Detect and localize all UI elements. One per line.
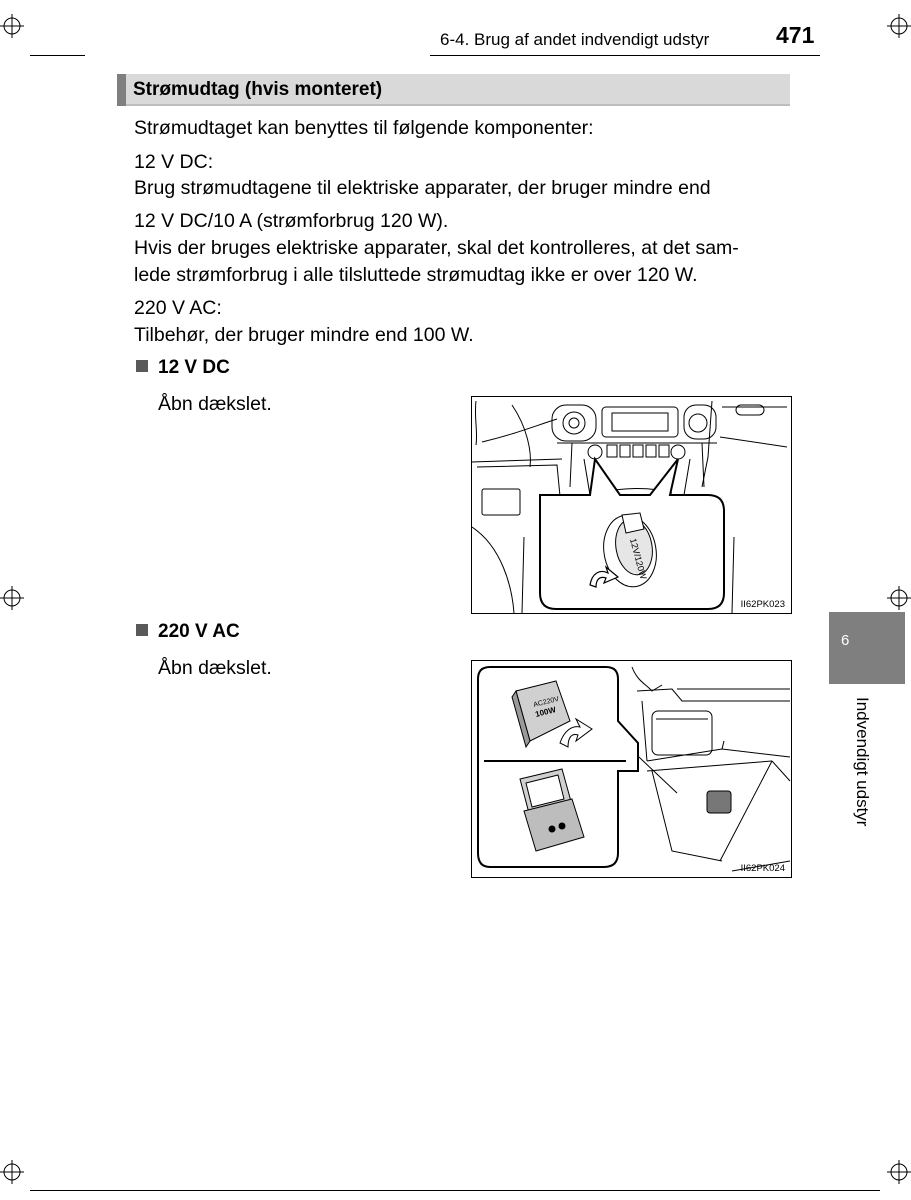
page-number: 471 bbox=[776, 22, 815, 48]
square-bullet-icon bbox=[136, 624, 148, 636]
body-line: lede strømforbrug i alle tilsluttede strømudtag ikke er over 120 W. bbox=[134, 264, 698, 286]
chapter-tab-label: Indvendigt udstyr bbox=[853, 697, 872, 827]
lid-label-voltage: AC220V bbox=[532, 695, 560, 709]
registration-mark-top-right bbox=[887, 14, 911, 38]
registration-mark-top-left bbox=[0, 14, 24, 38]
registration-mark-bottom-right bbox=[887, 1160, 911, 1184]
subsection-heading-text: 12 V DC bbox=[158, 357, 230, 378]
chapter-header: 6-4. Brug af andet indvendigt udstyr bbox=[440, 30, 710, 49]
console-illustration bbox=[472, 661, 791, 877]
figure-code: II62PK023 bbox=[740, 599, 785, 610]
chapter-tab bbox=[829, 612, 905, 684]
trim-line-bottom bbox=[30, 1190, 880, 1191]
outlet-cover bbox=[707, 791, 731, 813]
dashboard-illustration bbox=[472, 397, 791, 613]
body-line: 12 V DC/10 A (strømforbrug 120 W). bbox=[134, 210, 449, 232]
body-line: 220 V AC: bbox=[134, 297, 222, 319]
subsection-heading-220v bbox=[136, 621, 240, 643]
figure-12v-outlet bbox=[471, 396, 792, 614]
registration-mark-bottom-left bbox=[0, 1160, 24, 1184]
trim-line-top-left bbox=[30, 55, 85, 56]
registration-mark-mid-right bbox=[887, 586, 911, 610]
registration-mark-mid-left bbox=[0, 586, 24, 610]
step-text: Åbn dækslet. bbox=[158, 393, 272, 415]
lid-label-watt: 100W bbox=[534, 705, 557, 719]
header-rule bbox=[430, 55, 820, 56]
square-bullet-icon bbox=[136, 360, 148, 372]
body-line: 12 V DC: bbox=[134, 151, 214, 173]
body-line: Tilbehør, der bruger mindre end 100 W. bbox=[134, 324, 474, 346]
section-heading-bar bbox=[117, 74, 790, 106]
section-title: Strømudtag (hvis monteret) bbox=[133, 79, 383, 100]
body-line: Strømudtaget kan benyttes til følgende komponenter: bbox=[134, 117, 594, 139]
subsection-heading-text: 220 V AC bbox=[158, 621, 240, 642]
subsection-heading-12v bbox=[136, 357, 230, 379]
figure-220v-outlet bbox=[471, 660, 792, 878]
body-line: Brug strømudtagene til elektriske apparater, der bruger mindre end bbox=[134, 177, 711, 199]
section-accent bbox=[117, 74, 126, 106]
body-line: Hvis der bruges elektriske apparater, skal det kontrolleres, at det sam- bbox=[134, 237, 739, 259]
chapter-tab-number: 6 bbox=[841, 632, 850, 649]
cap-label: 12V/120W bbox=[627, 537, 649, 581]
step-text: Åbn dækslet. bbox=[158, 657, 272, 679]
figure-code: II62PK024 bbox=[740, 863, 785, 874]
